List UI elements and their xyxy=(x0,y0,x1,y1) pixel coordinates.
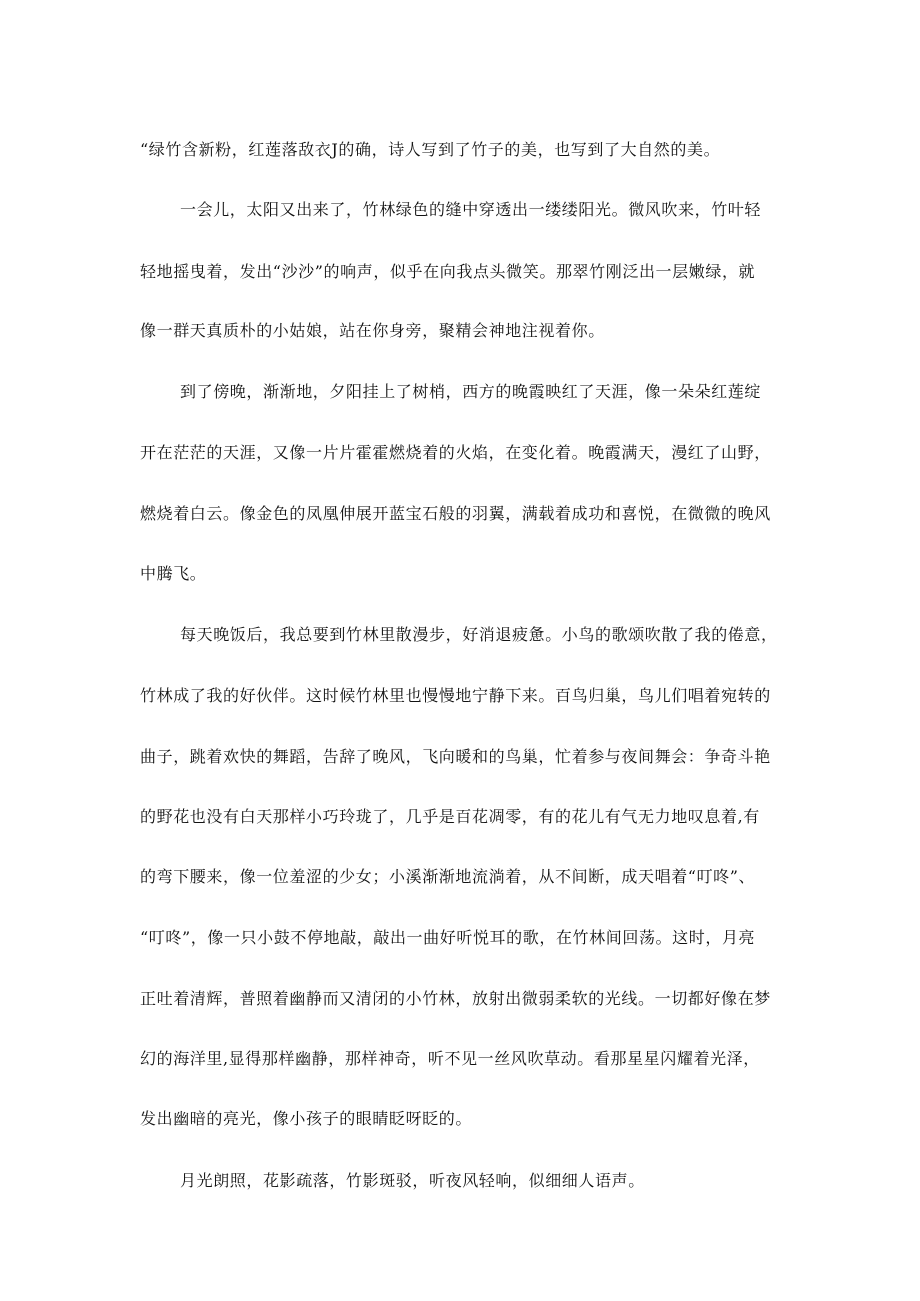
text-line: 竹林成了我的好伙伴。这时候竹林里也慢慢地宁静下来。百鸟归巢，鸟儿们唱着宛转的 xyxy=(140,686,771,705)
text-line: “叮咚”，像一只小鼓不停地敲，敲出一曲好听悦耳的歌，在竹林间回荡。这时，月亮 xyxy=(140,928,756,947)
paragraph-start-line: 月光朗照，花影疏落，竹影斑驳，听夜风轻响，似细细人语声。 xyxy=(180,1171,645,1190)
text-line: 中腾飞。 xyxy=(140,564,207,583)
text-line: 曲子，跳着欢快的舞蹈，告辞了晚风，飞向暖和的鸟巢，忙着参与夜间舞会：争奇斗艳 xyxy=(140,747,771,766)
text-line: 正吐着清辉，普照着幽静而又清闭的小竹林，放射出微弱柔软的光线。一切都好像在梦 xyxy=(140,989,771,1008)
text-line: 开在茫茫的天涯，又像一片片霍霍燃烧着的火焰，在变化着。晚霞满天，漫红了山野， xyxy=(140,443,771,462)
paragraph-start-line: 每天晚饭后，我总要到竹林里散漫步，好消退疲惫。小鸟的歌颂吹散了我的倦意， xyxy=(180,625,778,644)
text-line: 像一群天真质朴的小姑娘，站在你身旁，聚精会神地注视着你。 xyxy=(140,321,605,340)
text-line: 发出幽暗的亮光，像小孩子的眼睛眨呀眨的。 xyxy=(140,1109,473,1128)
paragraph-start-line: 一会儿，太阳又出来了，竹林绿色的缝中穿透出一缕缕阳光。微风吹来，竹叶轻 xyxy=(180,200,762,219)
text-line: 的野花也没有白天那样小巧玲珑了，几乎是百花凋零，有的花儿有气无力地叹息着,有 xyxy=(140,807,760,826)
text-line: 燃烧着白云。像金色的凤凰伸展开蓝宝石般的羽翼，满载着成功和喜悦，在微微的晚风 xyxy=(140,504,771,523)
paragraph-start-line: 到了傍晚，渐渐地，夕阳挂上了树梢，西方的晚霞映红了天涯，像一朵朵红莲绽 xyxy=(180,382,762,401)
text-line: “绿竹含新粉，红莲落敌衣J的确，诗人写到了竹子的美，也写到了大自然的美。 xyxy=(140,140,721,159)
text-line: 的弯下腰来，像一位羞涩的少女；小溪渐渐地流淌着，从不间断，成天唱着“叮咚”、 xyxy=(140,867,756,886)
text-line: 轻地摇曳着，发出“沙沙”的响声，似乎在向我点头微笑。那翠竹刚泛出一层嫩绿，就 xyxy=(140,262,756,281)
text-line: 幻的海洋里,显得那样幽静，那样神奇，听不见一丝风吹草动。看那星星闪耀着光泽， xyxy=(140,1049,760,1068)
